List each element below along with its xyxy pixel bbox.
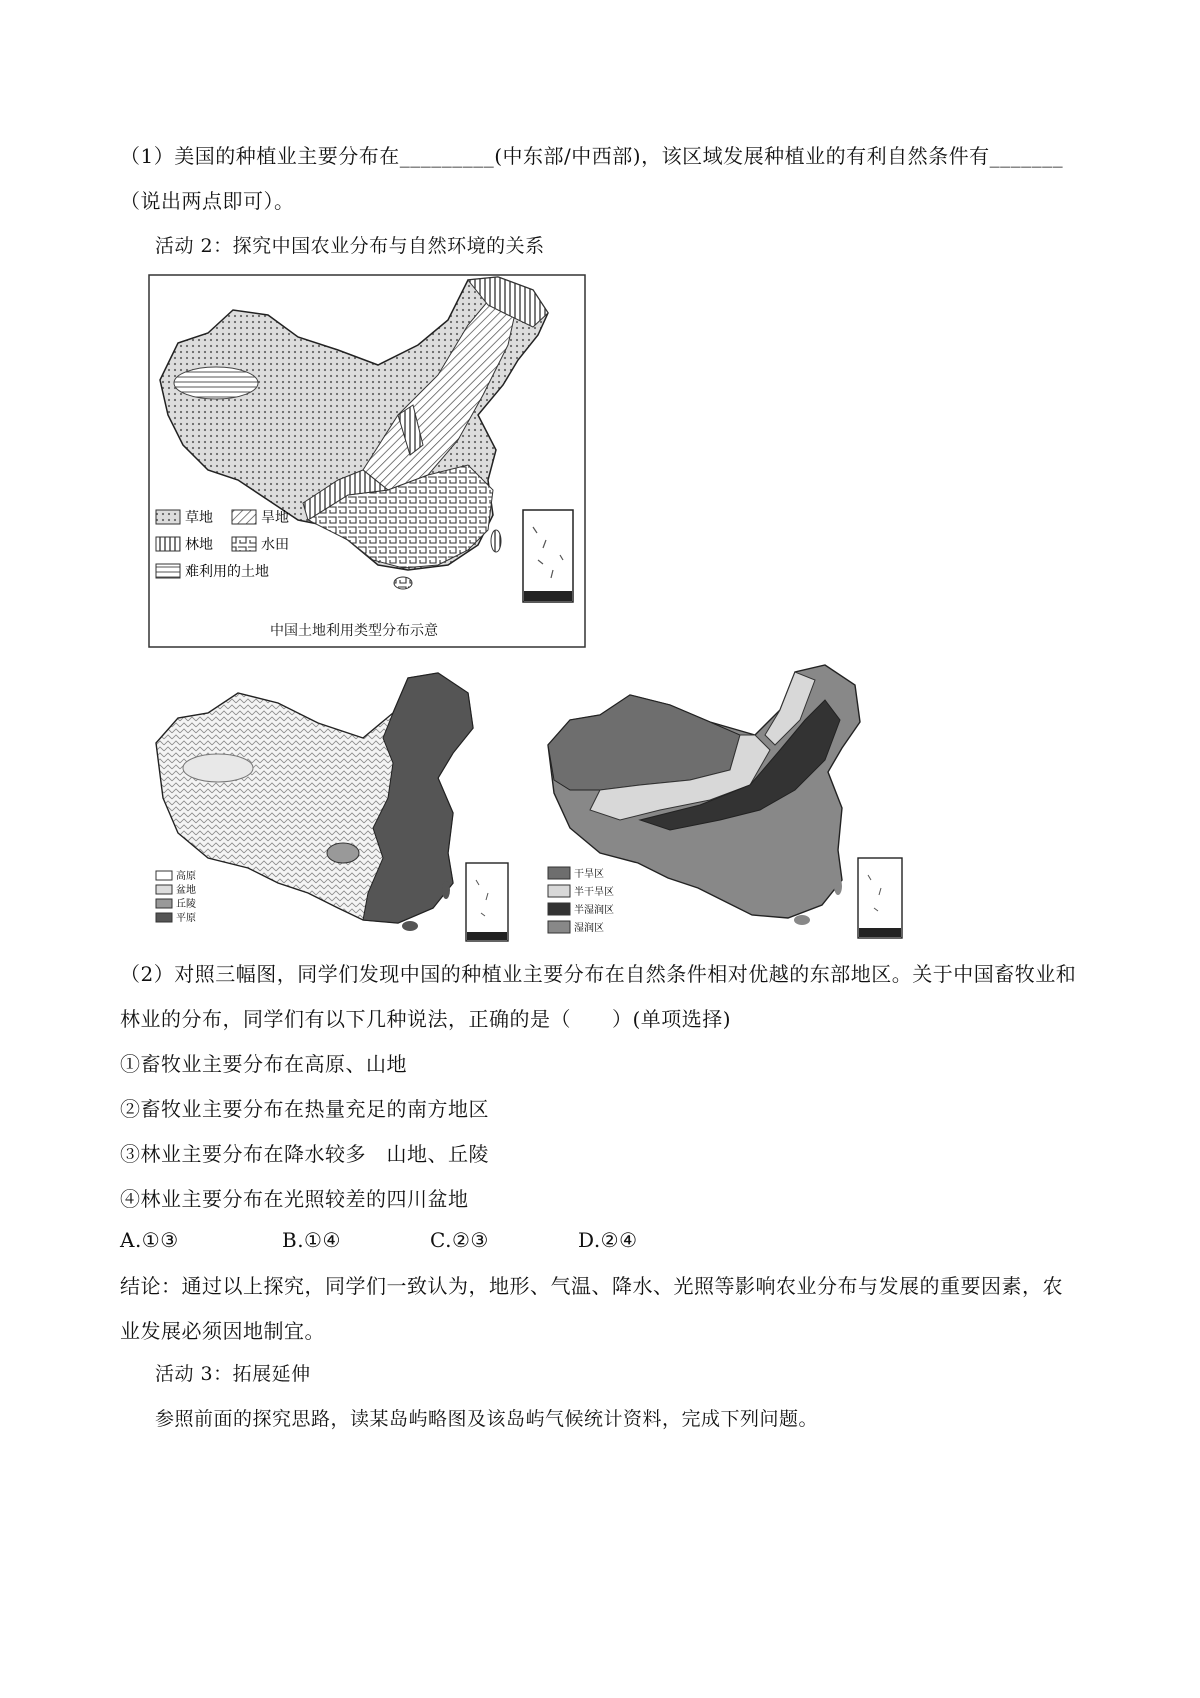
legend-swatch-hills	[156, 899, 172, 908]
moisture-map	[540, 660, 920, 950]
q2-line1: （2）对照三幅图，同学们发现中国的种植业主要分布在自然条件相对优越的东部地区。关于中国畜牧业和	[120, 962, 1077, 986]
legend-swatch-forest	[156, 537, 180, 551]
land-use-map-figure	[148, 265, 588, 650]
conclusion-line2: 业发展必须因地制宜。	[120, 1319, 325, 1343]
activity3-title: 活动 3：拓展延伸	[155, 1363, 311, 1385]
legend-label: 草地	[185, 510, 213, 526]
activity2-title: 活动 2：探究中国农业分布与自然环境的关系	[155, 235, 545, 257]
legend-swatch-semi-arid	[548, 885, 570, 897]
legend-label: 丘陵	[176, 899, 196, 910]
statement-4: ④林业主要分布在光照较差的四川盆地	[120, 1187, 469, 1211]
land-use-map	[148, 265, 588, 650]
legend-label: 平原	[176, 913, 196, 924]
q2-line2: 林业的分布，同学们有以下几种说法，正确的是（ ）(单项选择)	[120, 1007, 732, 1031]
legend-label: 湿润区	[574, 923, 604, 934]
statement-1: ①畜牧业主要分布在高原、山地	[120, 1052, 407, 1076]
moisture-legend	[548, 867, 614, 934]
legend-swatch-plateau	[156, 871, 172, 880]
land-use-map-caption: 中国土地利用类型分布示意	[270, 623, 438, 639]
legend-swatch-grassland	[156, 510, 180, 524]
activity3-intro: 参照前面的探究思路，读某岛屿略图及该岛屿气候统计资料，完成下列问题。	[155, 1408, 819, 1430]
terrain-map	[148, 668, 528, 948]
legend-swatch-plain	[156, 913, 172, 922]
q1-line2: （说出两点即可）。	[120, 189, 295, 213]
legend-swatch-paddy	[232, 537, 256, 551]
legend-label: 旱地	[261, 510, 289, 526]
legend-label: 水田	[261, 537, 289, 553]
terrain-legend	[156, 869, 196, 924]
option-a[interactable]: A.①③	[120, 1228, 179, 1252]
statement-3: ③林业主要分布在降水较多 山地、丘陵	[120, 1142, 489, 1166]
legend-swatch-basin	[156, 885, 172, 894]
legend-label: 半干旱区	[574, 887, 614, 898]
option-d[interactable]: D.②④	[578, 1228, 638, 1252]
legend-label: 干旱区	[574, 869, 604, 880]
legend-swatch-semi-humid	[548, 903, 570, 915]
q1-line1: （1）美国的种植业主要分布在_________(中东部/中西部)，该区域发展种植业的有利自然条件有_______	[120, 144, 1064, 168]
legend-swatch-arid	[548, 867, 570, 879]
terrain-map-figure	[148, 668, 528, 948]
legend-label: 林地	[185, 537, 213, 553]
option-c[interactable]: C.②③	[430, 1228, 489, 1252]
legend-swatch-wasteland	[156, 564, 180, 578]
legend-label: 半湿润区	[574, 905, 614, 916]
legend-label: 难利用的土地	[185, 564, 269, 580]
legend-label: 盆地	[176, 885, 196, 896]
legend-swatch-humid	[548, 921, 570, 933]
legend-label: 高原	[176, 871, 196, 882]
conclusion-line1: 结论：通过以上探究，同学们一致认为，地形、气温、降水、光照等影响农业分布与发展的重要因素，农	[120, 1274, 1063, 1298]
option-b[interactable]: B.①④	[282, 1228, 341, 1252]
statement-2: ②畜牧业主要分布在热量充足的南方地区	[120, 1097, 489, 1121]
south-china-sea-inset	[523, 510, 573, 602]
legend-swatch-dryland	[232, 510, 256, 524]
moisture-map-figure	[540, 660, 920, 950]
